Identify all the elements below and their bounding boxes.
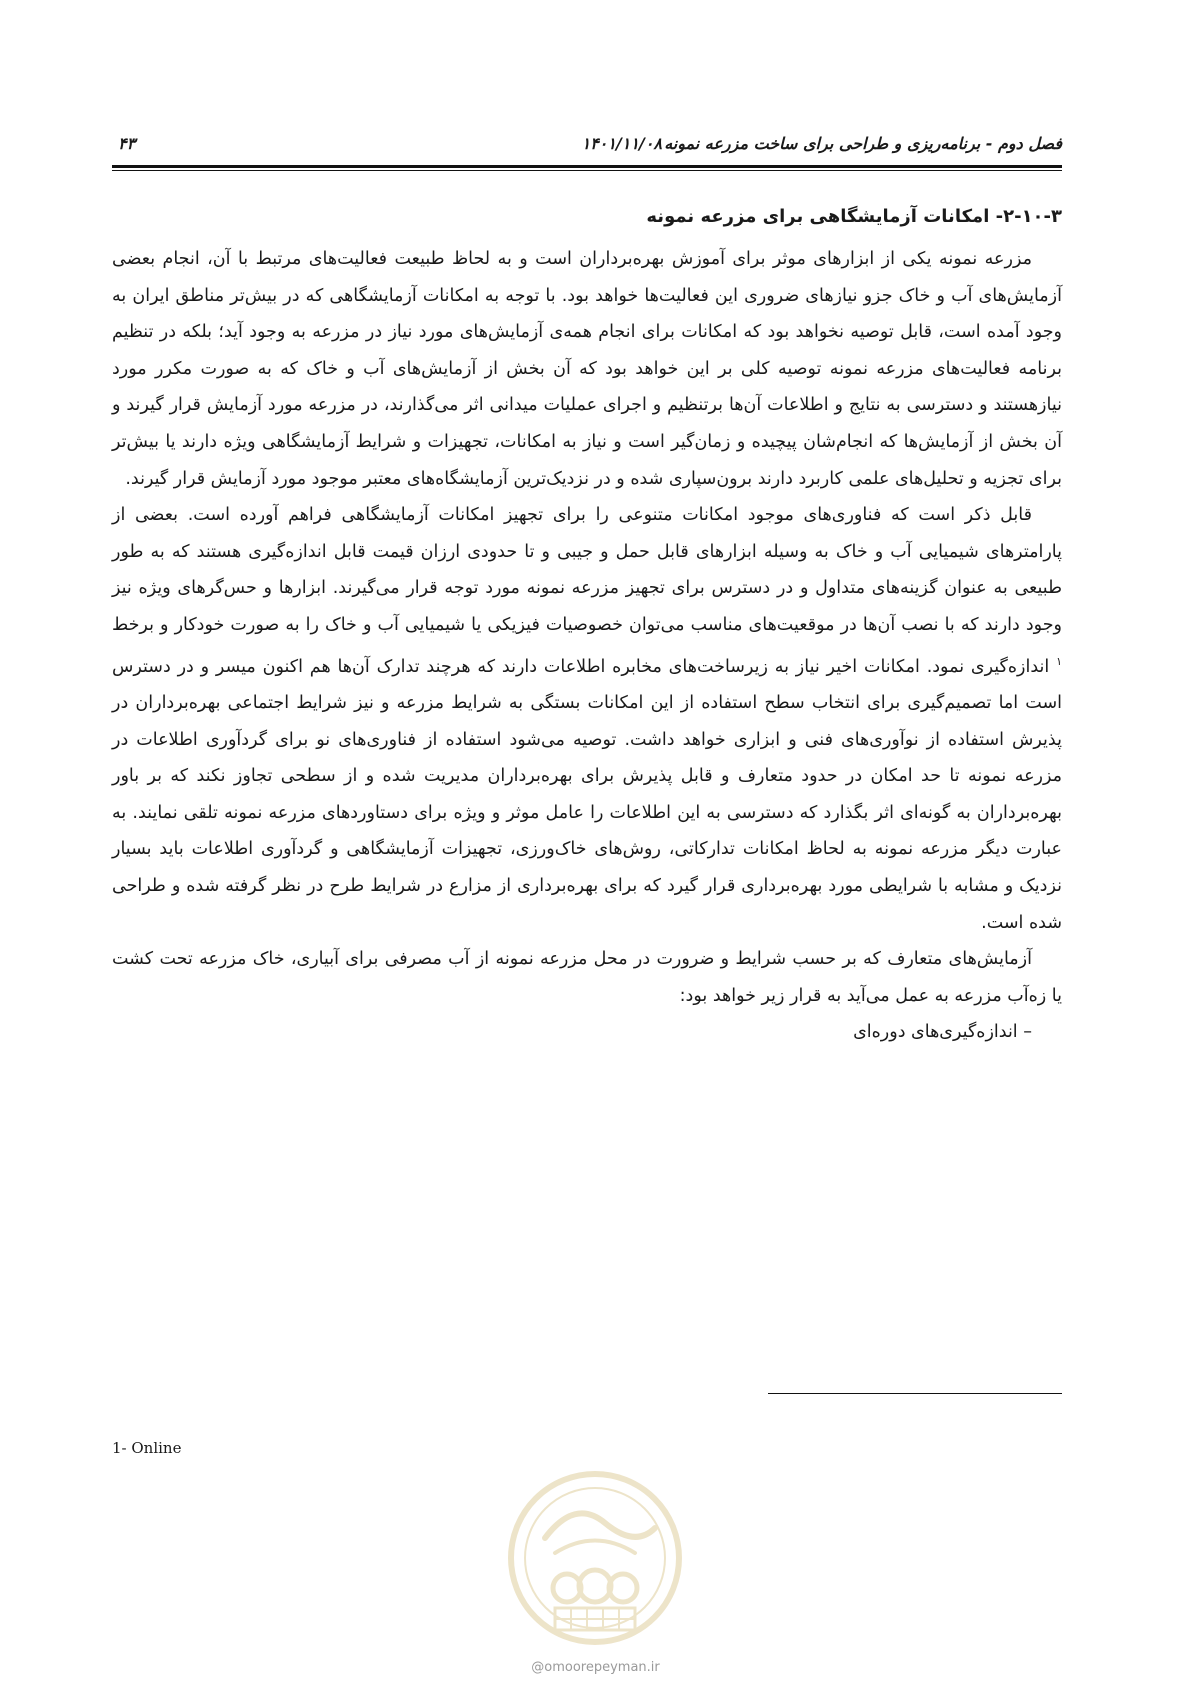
header-rule-thick [112,165,1062,168]
watermark-logo-icon [505,1468,685,1648]
paragraph: مزرعه نمونه یکی از ابزارهای موثر برای آموزش بهره‌برداران است و به لحاظ طبیعت فعالیت‌های مرتبط با آن، انجام بعضی آزمایش‌های آب و خاک جزو نیازهای ضروری این فعالیت‌ها خواهد بود. با توجه به امکانات آزمایشگاهی که در بیش‌تر مناطق ایران به وجود آمده است، قابل توصیه نخواهد بود که امکانات برای انجام همه‌ی آزمایش‌های مورد نیاز در مزرعه به وجود آید؛ بلکه در تنظیم برنامه فعالیت‌های مزرعه نمونه توصیه کلی بر این خواهد بود که آن بخش از آزمایش‌های آب و خاک که به صورت مکرر مورد نیازهستند و دسترسی به نتایج و اطلاعات آن‌ها برتنظیم و اجرای عملیات میدانی اثر می‌گذارند، در مزرعه مورد آزمایش قرار گیرند و آن بخش از آزمایش‌ها که انجام‌شان پیچیده و زمان‌گیر است و نیاز به امکانات، تجهیزات و شرایط آزمایشگاهی ویژه دارند یا بیش‌تر برای تجزیه و تحلیل‌های علمی کاربرد دارند برون‌سپاری شده و در نزدیک‌ترین آزمایشگاه‌های معتبر موجود مورد آزمایش قرار گیرند. [112,249,1062,489]
section-heading: ۲-۱۰-۳- امکانات آزمایشگاهی برای مزرعه نمونه [646,206,1062,227]
main-content [112,206,1062,1051]
paragraph-text: اندازه‌گیری نمود. امکانات اخیر نیاز به زیرساخت‌های مخابره اطلاعات دارند که هرچند تدارک آن‌ها هم اکنون میسر و در دسترس است اما تصمیم‌گیری برای انتخاب سطح استفاده از این امکانات بستگی به شرایط مزرعه و نیز شرایط اجتماعی بهره‌برداران در پذیرش استفاده از نوآوری‌های فنی و ابزاری خواهد داشت. توصیه می‌شود استفاده از فناوری‌های نو برای گردآوری اطلاعات در مزرعه نمونه تا حد امکان در حدود متعارف و قابل پذیرش برای بهره‌برداران مدیریت شده و از سطحی تجاوز نکند که بر باور بهره‌برداران به گونه‌ای اثر بگذارد که دسترسی به این اطلاعات را عامل موثر و ویژه برای دستاوردهای مزرعه نمونه تلقی نمایند. به عبارت دیگر مزرعه نمونه به لحاظ امکانات تدارکاتی، روش‌های خاک‌ورزی، تجهیزات آزمایشگاهی و گردآوری اطلاعات باید بسیار نزدیک و مشابه با شرایطی مورد بهره‌برداری قرار گیرد که برای بهره‌برداری از مزارع در شرایط طرح در نظر گرفته شده و طراحی شده است. [112,656,1062,933]
page-number: ۴۳ [118,134,136,153]
footnote: 1- Online [112,1439,182,1457]
paragraph-text: قابل ذکر است که فناوری‌های موجود امکانات متنوعی را برای تجهیز امکانات آزمایشگاهی فراهم آورده است. بعضی از پارامترهای شیمیایی آب و خاک به وسیله ابزارهای قابل حمل و جیبی و تا حدودی ارزان قیمت قابل اندازه‌گیری هستند که به طور طبیعی به عنوان گزینه‌های متداول و در دسترس برای تجهیز مزرعه نمونه مورد توجه قرار می‌گیرند. ابزارها و حس‌گرهای ویژه نیز وجود دارند که با نصب آن‌ها در موقعیت‌های مناسب می‌توان خصوصیات فیزیکی یا شیمیایی آب و خاک را به صورت خودکار و برخط [112,505,1062,635]
header-date: ۱۴۰۱/۱۱/۰۸ [581,134,662,153]
list-item: – اندازه‌گیری‌های دوره‌ای [853,1022,1032,1043]
footnote-separator [768,1393,1062,1394]
header-rule-thin [112,170,1062,171]
watermark-website: @omoorepeyman.ir [531,1660,660,1675]
chapter-title: فصل دوم - برنامه‌ریزی و طراحی برای ساخت مزرعه نمونه [664,134,1062,153]
paragraph [112,497,1062,941]
footnote-marker: ۱ [1056,654,1062,668]
paragraph: آزمایش‌های متعارف که بر حسب شرایط و ضرورت در محل مزرعه نمونه از آب مصرفی برای آبیاری، خاک مزرعه تحت کشت یا زه‌آب مزرعه به عمل می‌آید به قرار زیر خواهد بود: [112,949,1062,1006]
running-header [112,130,1062,160]
